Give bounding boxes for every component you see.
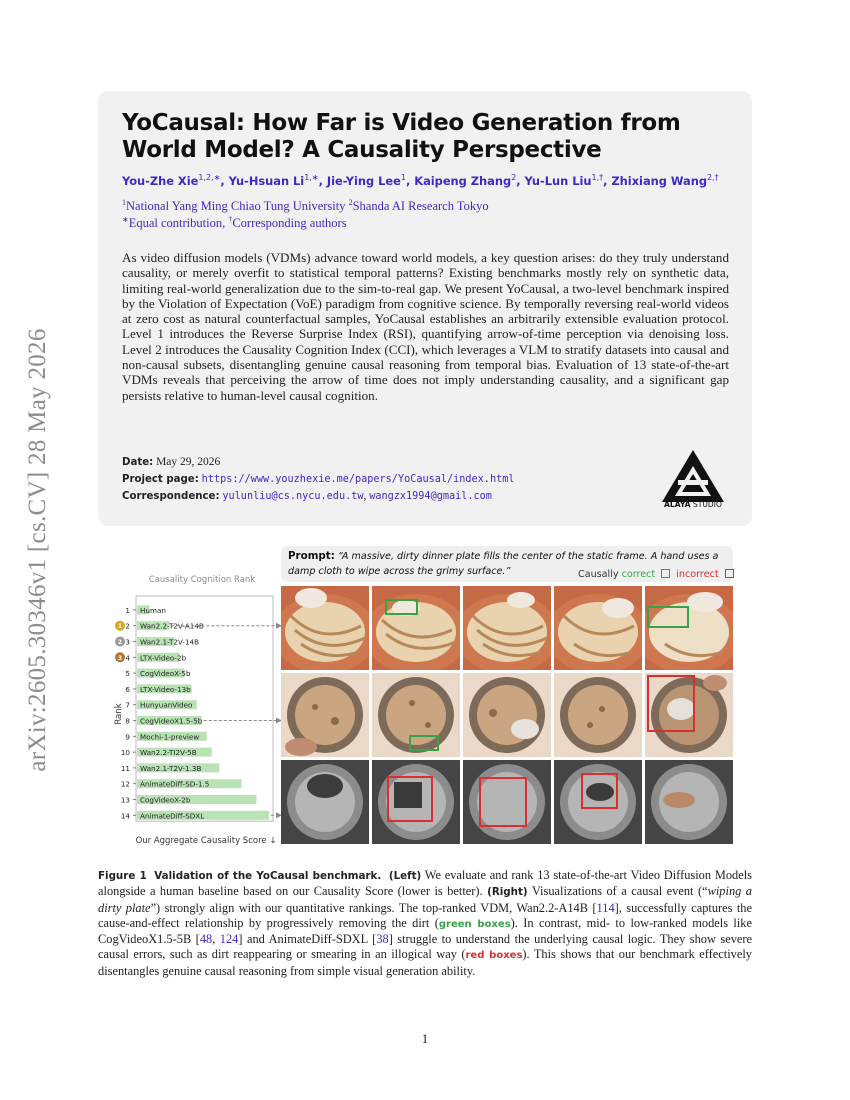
bar-label: LTX-Video-13b [140,684,191,694]
author-name[interactable]: Zhixiang Wang [611,173,707,188]
red-boxes-label: red boxes [465,950,523,962]
figure-caption [98,868,752,979]
frame-image [554,586,642,670]
incorrect-box [479,777,527,827]
caption-text: ] and AnimateDiff-SDXL [ [238,932,377,947]
bar-label: AnimateDiff-SD-1.5 [140,779,210,789]
bar-label: Wan2.2-TI2V-5B [140,748,197,758]
incorrect-box [647,675,695,732]
bar-label: CogVideoX1.5-5b [140,716,203,726]
email-link-1[interactable]: yulunliu@cs.nycu.edu.tw [222,491,364,502]
author-list: You-Zhe Xie$^{1,2,∗}$, Yu-Hsuan $Li^{1,∗}$, Jie-Ying Lee$^1$, Kaipeng Zhang$^2$, Yu-Lun Liu$^{1,\dagger}$, Zhixiang Wang$^{2,\dagger}$ [122,173,719,188]
arxiv-stamp-text: arXiv:2605.30346v1 [cs.CV] 28 May 2026 [24,328,51,772]
rank-tick-label: 8 [125,716,130,726]
rank-tick-label: 2 [125,621,130,631]
author-name[interactable]: You-Zhe Xie [122,173,199,188]
logo-text [650,500,736,509]
bar-label: Mochi-1-preview [140,732,200,742]
caption-italic: wiping a dirty plate [98,884,752,915]
correct-box [385,599,418,615]
citation-link[interactable]: 38 [376,932,389,947]
prompt-label: Prompt: [288,550,335,562]
rank-tick-label: 9 [125,732,130,742]
rank-tick-label: 3 [125,637,130,647]
affil-sup: 1 [122,198,126,207]
email-separator: , [363,490,370,502]
frame-image [372,586,460,670]
frame-image [372,673,460,757]
bar-label: Wan2.2-T2V-A14B [140,621,204,631]
chart-ylabel [109,704,129,724]
correspondence-row [122,490,492,502]
equal-contribution-note: Equal contribution, [128,216,229,231]
rank-tick-label: 14 [120,811,130,821]
bar-label: HunyuanVideo [140,700,193,710]
abstract: As video diffusion models (VDMs) advance toward world models, a key question arises: do they truly understand causality, or merely overfit to statistical temporal patterns? Existing benchmarks mostly rely on synthetic data, limiting real-world generalization due to the sim-to-real gap. We present YoCausal, a two-level benchmark inspired by the Violation of Expectation (VoE) paradigm from cognitive science. By temporally reversing real-world videos at zero cost as natural counterfactual samples, YoCausal establishes an arbitrarily extensible evaluation protocol. Level 1 introduces the Reverse Surprise Index (RSI), quantifying arrow-of-time perception via denoising loss. Level 2 introduces the Causality Cognition Index (CCI), which leverages a VLM to stratify datasets into causal and non-causal subsets, disentangling genuine causal reasoning from temporal bias. Evaluation of 13 state-of-the-art VDMs reveals that perceiving the arrow of time does not imply understanding causality, and a significant gap persists relative to human-level causal cognition. [122,250,729,403]
bar-label: Wan2.1-T2V-14B [140,637,200,647]
chart-ylabel-text: Rank [114,703,124,725]
rank-tick-label: 5 [125,669,130,679]
legend-incorrect: incorrect [676,569,719,580]
medal-label: 2 [117,639,123,646]
frame-image [463,586,551,670]
medal-label: 3 [117,654,123,662]
author-name[interactable]: Kaipeng Zhang [414,173,512,188]
caption-left: (Left) [388,870,422,882]
affil-sup: 2 [348,198,353,207]
logo-brand: ALAYA [663,500,691,509]
citation-link[interactable]: 114 [596,900,615,915]
bar-label: AnimateDiff-SDXL [140,811,205,821]
author-sup: 2,† [706,173,719,182]
date-value: May 29, 2026 [156,456,221,468]
caption-text: ] struggle to understand the underlying causal logic. They show severe causal errors, such as dirt reappearing or smearing in an illogical way ( [98,932,753,962]
author-sup: 1,2,∗ [198,173,221,182]
frame-image [463,760,551,844]
correct-box [409,735,439,751]
frame-image [554,760,642,844]
incorrect-box [387,776,433,822]
project-link[interactable]: https://www.youzhexie.me/papers/YoCausal/index.html [201,474,515,485]
citation-link[interactable]: 48 [199,932,213,947]
date-label: Date: [122,457,154,468]
note-sup: † [228,215,233,224]
causal-legend [578,569,740,580]
author-name[interactable]: Yu-Hsuan Li [228,173,305,188]
rank-tick-label: 13 [120,795,130,805]
page-number: 1 [421,1031,429,1046]
project-row [122,473,514,485]
author-sup: 1,∗ [304,173,319,182]
caption-text: ). In contrast, mid- to low-ranked models like CogVideoX1.5-5B [ [98,915,752,947]
affiliation-1: National Yang Ming Chiao Tung University [126,199,349,214]
frame-image [281,673,369,757]
author-sup: 1 [400,173,406,182]
citation-link[interactable]: 124 [219,932,239,947]
caption-label: Figure 1 [98,870,147,882]
correct-box [647,606,689,628]
frame-image [645,673,733,757]
legend-correct: correct [621,569,656,580]
caption-text: Visualizations of a causal event (“ [527,884,708,899]
frame-image [645,586,733,670]
chart-title: Causality Cognition Rank [148,575,256,585]
rank-tick-label: 10 [120,748,130,758]
chart-xlabel: Our Aggregate Causality Score ↓ [135,836,277,846]
correct-square-icon [661,569,670,578]
bar-label: CogVideoX-5b [140,669,191,679]
bar-label: LTX-Video-2b [140,653,187,663]
affiliations [122,198,742,214]
rank-tick-label: 4 [125,653,130,663]
author-name[interactable]: Yu-Lun Liu [524,173,592,188]
incorrect-square-icon [725,569,734,578]
email-link-2[interactable]: wangzx1994@gmail.com [369,491,492,502]
legend-prefix: Causally [578,569,622,580]
caption-right: (Right) [487,886,528,899]
affiliation-2: Shanda AI Research Tokyo [352,199,489,214]
rank-tick-label: 6 [125,684,130,694]
caption-title: Validation of the YoCausal benchmark. [154,870,382,882]
contribution-notes [122,215,742,231]
author-sup: 1,† [591,173,604,182]
citation-sep: , [212,932,220,947]
green-boxes-label: green boxes [438,918,511,930]
frame-image [645,760,733,844]
rank-tick-label: 11 [120,763,130,773]
rank-tick-label: 7 [125,700,130,710]
rank-tick-label: 12 [120,779,130,789]
bar-label: Wan2.1-T2V-1.3B [140,763,202,773]
correspondence-label: Correspondence: [122,491,220,502]
caption-text: We evaluate and rank 13 state-of-the-art Video Diffusion Models alongside a human baseline based on our Causality Score (lower is better). [98,868,752,899]
incorrect-box [581,773,618,809]
video-frame-grid [281,586,733,843]
author-sup: 2 [511,173,517,182]
bar-label: Human [140,605,166,615]
rank-chart [108,590,283,834]
author-name[interactable]: Jie-Ying Lee [326,173,401,188]
note-sup: ∗ [122,215,129,224]
paper-title: YoCausal: How Far is Video Generation from World Model? A Causality Perspective [122,110,681,163]
caption-text: ], successfully captures the cause-and-effect relationship by progressively removing the dirt ( [98,900,752,930]
frame-image [281,760,369,844]
frame-image [463,673,551,757]
caption-text: ). This shows that our benchmark effectively disentangles genuine causal reasoning from simple visual generation ability. [98,947,752,978]
date-row [122,456,220,468]
corresponding-note: Corresponding authors [232,216,347,231]
frame-image [372,760,460,844]
medal-label: 1 [117,623,123,631]
logo-suffix: STUDIO [690,500,722,509]
caption-text: ”) strongly align with our quantitative rankings. The top-ranked VDM, Wan2.2-A14B [ [150,900,597,915]
frame-image [281,586,369,670]
frame-image [554,673,642,757]
arxiv-stamp [8,270,68,830]
project-label: Project page: [122,474,199,485]
prompt-quote: “A massive, dirty dinner plate fills the center of the static frame. A hand uses a damp cloth to wipe across the grimy surface.” [288,551,719,577]
rank-tick-label: 1 [125,605,130,615]
bar-label: CogVideoX-2b [140,795,191,805]
